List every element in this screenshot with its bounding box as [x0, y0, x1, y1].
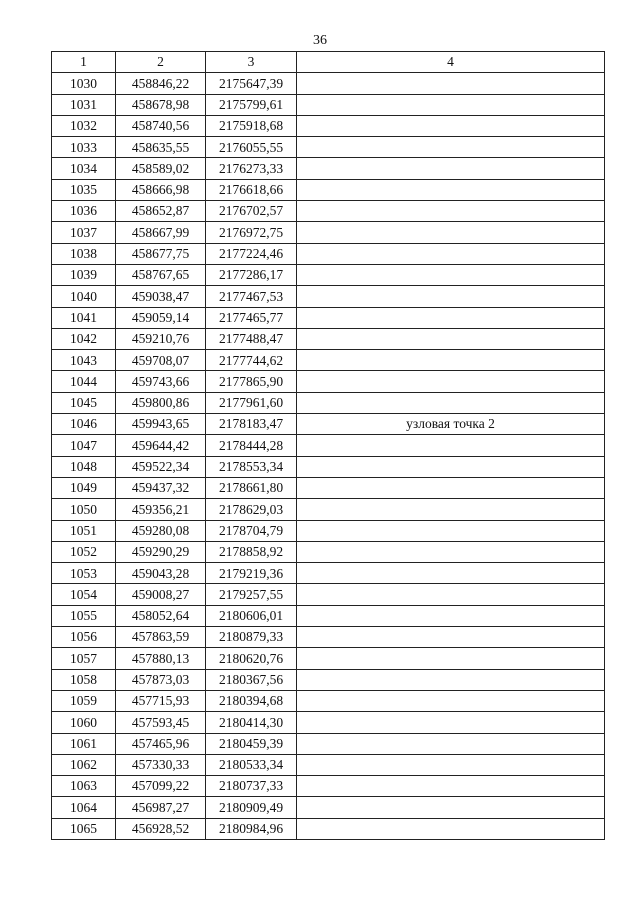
table-row: [52, 712, 605, 733]
point-number-cell: 1050: [52, 499, 116, 520]
x-coordinate-cell: 459043,28: [116, 563, 206, 584]
table-row: [52, 520, 605, 541]
x-coordinate-cell: 459743,66: [116, 371, 206, 392]
y-coordinate-cell: 2178183,47: [206, 414, 297, 435]
column-header-1: 1: [52, 52, 116, 73]
y-coordinate-cell: 2177744,62: [206, 350, 297, 371]
point-number-cell: 1052: [52, 541, 116, 562]
table-row: [52, 179, 605, 200]
table-row: [52, 648, 605, 669]
table-header-row: [52, 52, 605, 73]
table-row: [52, 541, 605, 562]
y-coordinate-cell: 2179257,55: [206, 584, 297, 605]
x-coordinate-cell: 459008,27: [116, 584, 206, 605]
point-number-cell: 1057: [52, 648, 116, 669]
note-cell: [297, 307, 605, 328]
column-header-3: 3: [206, 52, 297, 73]
y-coordinate-cell: 2176618,66: [206, 179, 297, 200]
table-row: [52, 584, 605, 605]
table-row: [52, 392, 605, 413]
x-coordinate-cell: 458678,98: [116, 94, 206, 115]
point-number-cell: 1062: [52, 754, 116, 775]
y-coordinate-cell: 2180620,76: [206, 648, 297, 669]
point-number-cell: 1038: [52, 243, 116, 264]
y-coordinate-cell: 2178704,79: [206, 520, 297, 541]
y-coordinate-cell: 2177224,46: [206, 243, 297, 264]
y-coordinate-cell: 2176702,57: [206, 201, 297, 222]
table-row: [52, 435, 605, 456]
x-coordinate-cell: 458767,65: [116, 264, 206, 285]
point-number-cell: 1046: [52, 414, 116, 435]
x-coordinate-cell: 459943,65: [116, 414, 206, 435]
y-coordinate-cell: 2180737,33: [206, 776, 297, 797]
note-cell: [297, 137, 605, 158]
coordinates-table: [51, 51, 605, 840]
point-number-cell: 1039: [52, 264, 116, 285]
note-cell: [297, 264, 605, 285]
table-row: [52, 499, 605, 520]
x-coordinate-cell: 457880,13: [116, 648, 206, 669]
table-row: [52, 137, 605, 158]
point-number-cell: 1031: [52, 94, 116, 115]
note-cell: [297, 115, 605, 136]
x-coordinate-cell: 459708,07: [116, 350, 206, 371]
y-coordinate-cell: 2177286,17: [206, 264, 297, 285]
table-row: [52, 563, 605, 584]
point-number-cell: 1032: [52, 115, 116, 136]
table-row: [52, 286, 605, 307]
table-row: [52, 690, 605, 711]
x-coordinate-cell: 457593,45: [116, 712, 206, 733]
point-number-cell: 1054: [52, 584, 116, 605]
x-coordinate-cell: 459280,08: [116, 520, 206, 541]
table-row: [52, 350, 605, 371]
table-row: [52, 818, 605, 839]
table-row: [52, 754, 605, 775]
note-cell: [297, 73, 605, 94]
point-number-cell: 1065: [52, 818, 116, 839]
y-coordinate-cell: 2178661,80: [206, 477, 297, 498]
note-cell: [297, 499, 605, 520]
point-number-cell: 1063: [52, 776, 116, 797]
point-number-cell: 1043: [52, 350, 116, 371]
x-coordinate-cell: 457863,59: [116, 627, 206, 648]
y-coordinate-cell: 2177488,47: [206, 328, 297, 349]
point-number-cell: 1044: [52, 371, 116, 392]
point-number-cell: 1036: [52, 201, 116, 222]
table-row: [52, 776, 605, 797]
x-coordinate-cell: 459522,34: [116, 456, 206, 477]
note-cell: [297, 669, 605, 690]
point-number-cell: 1064: [52, 797, 116, 818]
x-coordinate-cell: 459038,47: [116, 286, 206, 307]
x-coordinate-cell: 458652,87: [116, 201, 206, 222]
y-coordinate-cell: 2178553,34: [206, 456, 297, 477]
y-coordinate-cell: 2177465,77: [206, 307, 297, 328]
y-coordinate-cell: 2177865,90: [206, 371, 297, 392]
point-number-cell: 1041: [52, 307, 116, 328]
x-coordinate-cell: 457465,96: [116, 733, 206, 754]
note-cell: [297, 754, 605, 775]
y-coordinate-cell: 2180879,33: [206, 627, 297, 648]
point-number-cell: 1034: [52, 158, 116, 179]
table-row: [52, 307, 605, 328]
y-coordinate-cell: 2176055,55: [206, 137, 297, 158]
point-number-cell: 1061: [52, 733, 116, 754]
x-coordinate-cell: 456987,27: [116, 797, 206, 818]
point-number-cell: 1033: [52, 137, 116, 158]
note-cell: [297, 776, 605, 797]
x-coordinate-cell: 458052,64: [116, 605, 206, 626]
point-number-cell: 1049: [52, 477, 116, 498]
note-cell: [297, 563, 605, 584]
table-row: [52, 477, 605, 498]
x-coordinate-cell: 458589,02: [116, 158, 206, 179]
y-coordinate-cell: 2179219,36: [206, 563, 297, 584]
x-coordinate-cell: 458677,75: [116, 243, 206, 264]
table-row: [52, 605, 605, 626]
note-cell: [297, 435, 605, 456]
x-coordinate-cell: 458846,22: [116, 73, 206, 94]
point-number-cell: 1042: [52, 328, 116, 349]
x-coordinate-cell: 457330,33: [116, 754, 206, 775]
note-cell: [297, 350, 605, 371]
y-coordinate-cell: 2180414,30: [206, 712, 297, 733]
note-cell: [297, 477, 605, 498]
y-coordinate-cell: 2175799,61: [206, 94, 297, 115]
table-row: [52, 158, 605, 179]
table-row: [52, 733, 605, 754]
x-coordinate-cell: 457099,22: [116, 776, 206, 797]
page-number: 36: [313, 33, 327, 48]
x-coordinate-cell: 458667,99: [116, 222, 206, 243]
table-row: [52, 627, 605, 648]
x-coordinate-cell: 459059,14: [116, 307, 206, 328]
x-coordinate-cell: 459644,42: [116, 435, 206, 456]
table-row: [52, 243, 605, 264]
x-coordinate-cell: 456928,52: [116, 818, 206, 839]
note-cell: [297, 371, 605, 392]
y-coordinate-cell: 2175918,68: [206, 115, 297, 136]
y-coordinate-cell: 2176972,75: [206, 222, 297, 243]
note-cell: [297, 222, 605, 243]
y-coordinate-cell: 2178444,28: [206, 435, 297, 456]
point-number-cell: 1059: [52, 690, 116, 711]
note-cell: [297, 456, 605, 477]
point-number-cell: 1055: [52, 605, 116, 626]
x-coordinate-cell: 459290,29: [116, 541, 206, 562]
note-cell: [297, 94, 605, 115]
table-row: [52, 201, 605, 222]
y-coordinate-cell: 2178858,92: [206, 541, 297, 562]
y-coordinate-cell: 2180606,01: [206, 605, 297, 626]
y-coordinate-cell: 2180533,34: [206, 754, 297, 775]
table-row: [52, 669, 605, 690]
y-coordinate-cell: 2176273,33: [206, 158, 297, 179]
note-cell: [297, 733, 605, 754]
table-row: [52, 328, 605, 349]
point-number-cell: 1030: [52, 73, 116, 94]
y-coordinate-cell: 2177467,53: [206, 286, 297, 307]
x-coordinate-cell: 458635,55: [116, 137, 206, 158]
note-cell: [297, 818, 605, 839]
table-row: [52, 797, 605, 818]
column-header-4: 4: [297, 52, 605, 73]
note-cell: [297, 648, 605, 669]
x-coordinate-cell: 458740,56: [116, 115, 206, 136]
x-coordinate-cell: 459437,32: [116, 477, 206, 498]
x-coordinate-cell: 458666,98: [116, 179, 206, 200]
note-cell: [297, 541, 605, 562]
table-row: [52, 222, 605, 243]
y-coordinate-cell: 2178629,03: [206, 499, 297, 520]
note-cell: [297, 797, 605, 818]
note-cell: [297, 605, 605, 626]
note-cell: [297, 520, 605, 541]
table-row: [52, 456, 605, 477]
point-number-cell: 1045: [52, 392, 116, 413]
table-row: [52, 414, 605, 435]
table-row: [52, 73, 605, 94]
y-coordinate-cell: 2180394,68: [206, 690, 297, 711]
point-number-cell: 1053: [52, 563, 116, 584]
point-number-cell: 1040: [52, 286, 116, 307]
x-coordinate-cell: 459800,86: [116, 392, 206, 413]
column-header-2: 2: [116, 52, 206, 73]
y-coordinate-cell: 2180459,39: [206, 733, 297, 754]
point-number-cell: 1060: [52, 712, 116, 733]
table-body: [52, 73, 605, 840]
note-cell: [297, 179, 605, 200]
note-cell: [297, 243, 605, 264]
y-coordinate-cell: 2180909,49: [206, 797, 297, 818]
point-number-cell: 1037: [52, 222, 116, 243]
note-cell: [297, 201, 605, 222]
note-cell: [297, 627, 605, 648]
point-number-cell: 1058: [52, 669, 116, 690]
note-cell: [297, 328, 605, 349]
point-number-cell: 1035: [52, 179, 116, 200]
x-coordinate-cell: 457715,93: [116, 690, 206, 711]
note-cell: [297, 392, 605, 413]
note-cell: [297, 584, 605, 605]
table-row: [52, 264, 605, 285]
point-number-cell: 1051: [52, 520, 116, 541]
note-cell: [297, 712, 605, 733]
table-row: [52, 94, 605, 115]
note-cell: узловая точка 2: [297, 414, 605, 435]
x-coordinate-cell: 457873,03: [116, 669, 206, 690]
y-coordinate-cell: 2180367,56: [206, 669, 297, 690]
point-number-cell: 1048: [52, 456, 116, 477]
x-coordinate-cell: 459356,21: [116, 499, 206, 520]
y-coordinate-cell: 2175647,39: [206, 73, 297, 94]
point-number-cell: 1047: [52, 435, 116, 456]
note-cell: [297, 286, 605, 307]
x-coordinate-cell: 459210,76: [116, 328, 206, 349]
note-cell: [297, 690, 605, 711]
y-coordinate-cell: 2177961,60: [206, 392, 297, 413]
point-number-cell: 1056: [52, 627, 116, 648]
note-cell: [297, 158, 605, 179]
table-row: [52, 371, 605, 392]
y-coordinate-cell: 2180984,96: [206, 818, 297, 839]
table-row: [52, 115, 605, 136]
